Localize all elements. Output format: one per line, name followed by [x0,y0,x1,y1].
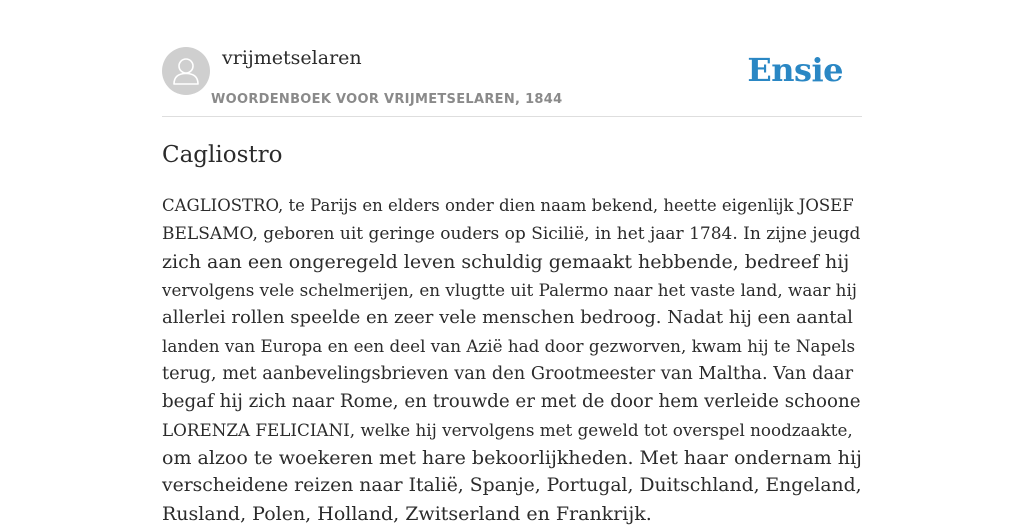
article-line: verscheidene reizen naar Italië, Spanje, Portugal, Duitschland, Engeland, [162,475,862,496]
article-line: terug, met aanbevelingsbrieven van den Grootmeester van Maltha. Van daar [162,364,854,384]
article-line: zich aan een ongeregeld leven schuldig gemaakt hebbende, bedreef hij [162,251,850,273]
user-silhouette-icon [162,47,210,95]
article-line: om alzoo te woekeren met hare bekoorlijkheden. Met haar ondernam hij [162,447,862,469]
ensie-logo[interactable]: Ensie [747,51,843,89]
article-line: vervolgens vele schelmerijen, en vlugtte uit Palermo naar het vaste land, waar hij [162,280,858,300]
author-username-link[interactable]: vrijmetselaren [222,47,362,69]
article-line: CAGLIOSTRO, te Parijs en elders onder dien naam bekend, heette eigenlijk JOSEF [162,196,854,215]
article-line: allerlei rollen speelde en zeer vele menschen bedroog. Nadat hij een aantal [162,307,853,328]
article-line: begaf hij zich naar Rome, en trouwde er met de door hem verleide schoone [162,391,861,412]
avatar[interactable] [162,47,210,95]
article-line: Rusland, Polen, Holland, Zwitserland en Frankrijk. [162,503,652,525]
article-title: Cagliostro [162,142,283,168]
article-line: LORENZA FELICIANI, welke hij vervolgens met geweld tot overspel noodzaakte, [162,420,853,440]
source-label[interactable]: WOORDENBOEK VOOR VRIJMETSELAREN, 1844 [211,92,563,107]
page-header [162,46,862,117]
article-line: BELSAMO, geboren uit geringe ouders op Sicilië, in het jaar 1784. In zijne jeugd [162,224,861,244]
article-body [162,192,862,525]
article-line: landen van Europa en een deel van Azië had door gezworven, kwam hij te Napels [162,336,856,356]
